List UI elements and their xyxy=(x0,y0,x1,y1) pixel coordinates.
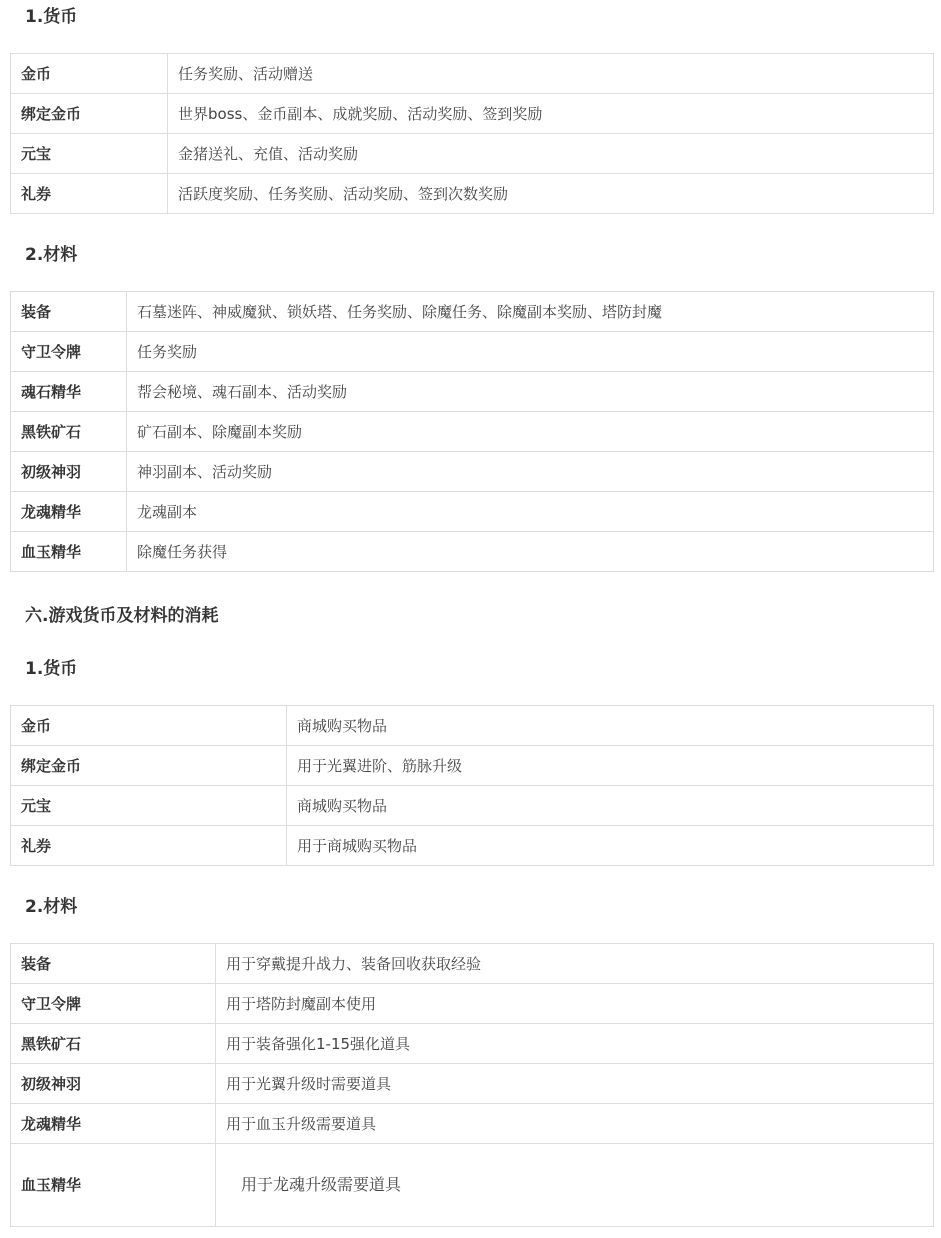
section-heading-consumption: 六.游戏货币及材料的消耗 xyxy=(25,606,219,626)
table-row xyxy=(11,452,934,492)
row-value: 金猪送礼、充值、活动奖励 xyxy=(168,134,934,174)
row-name: 龙魂精华 xyxy=(11,492,127,532)
row-value: 任务奖励 xyxy=(127,332,934,372)
row-value: 用于血玉升级需要道具 xyxy=(216,1104,934,1144)
row-value: 用于穿戴提升战力、装备回收获取经验 xyxy=(216,944,934,984)
row-name: 血玉精华 xyxy=(11,1144,216,1227)
row-value: 用于塔防封魔副本使用 xyxy=(216,984,934,1024)
table-row xyxy=(11,492,934,532)
section-heading-currency: 1.货币 xyxy=(25,659,78,679)
row-value: 用于龙魂升级需要道具 xyxy=(216,1144,934,1227)
row-name: 初级神羽 xyxy=(11,452,127,492)
row-value: 任务奖励、活动赠送 xyxy=(168,54,934,94)
table-row xyxy=(11,292,934,332)
table-row xyxy=(11,746,934,786)
row-value: 用于装备强化1-15强化道具 xyxy=(216,1024,934,1064)
row-name: 守卫令牌 xyxy=(11,984,216,1024)
row-value: 神羽副本、活动奖励 xyxy=(127,452,934,492)
row-value: 商城购买物品 xyxy=(287,786,934,826)
row-value: 活跃度奖励、任务奖励、活动奖励、签到次数奖励 xyxy=(168,174,934,214)
row-name: 血玉精华 xyxy=(11,532,127,572)
row-value: 商城购买物品 xyxy=(287,706,934,746)
table-row xyxy=(11,1104,934,1144)
section-heading-currency: 1.货币 xyxy=(25,7,78,27)
table-row xyxy=(11,786,934,826)
row-name: 守卫令牌 xyxy=(11,332,127,372)
table-row xyxy=(11,134,934,174)
row-name: 绑定金币 xyxy=(11,746,287,786)
table-row xyxy=(11,412,934,452)
table-row xyxy=(11,826,934,866)
table-row xyxy=(11,54,934,94)
row-name: 礼券 xyxy=(11,174,168,214)
row-name: 装备 xyxy=(11,944,216,984)
row-name: 元宝 xyxy=(11,786,287,826)
section-heading-materials: 2.材料 xyxy=(25,897,78,917)
row-name: 龙魂精华 xyxy=(11,1104,216,1144)
row-value: 用于光翼升级时需要道具 xyxy=(216,1064,934,1104)
row-value: 世界boss、金币副本、成就奖励、活动奖励、签到奖励 xyxy=(168,94,934,134)
table-row xyxy=(11,984,934,1024)
table-row xyxy=(11,1064,934,1104)
material-source-table xyxy=(10,291,934,572)
row-value: 矿石副本、除魔副本奖励 xyxy=(127,412,934,452)
section-heading-materials: 2.材料 xyxy=(25,245,78,265)
row-name: 黑铁矿石 xyxy=(11,412,127,452)
table-row xyxy=(11,1024,934,1064)
table-row xyxy=(11,174,934,214)
row-name: 黑铁矿石 xyxy=(11,1024,216,1064)
row-name: 金币 xyxy=(11,706,287,746)
table-row xyxy=(11,944,934,984)
row-name: 初级神羽 xyxy=(11,1064,216,1104)
table-row xyxy=(11,1144,934,1227)
table-row xyxy=(11,94,934,134)
row-name: 装备 xyxy=(11,292,127,332)
row-value: 用于光翼进阶、筋脉升级 xyxy=(287,746,934,786)
currency-usage-table xyxy=(10,705,934,866)
row-value: 石墓迷阵、神威魔狱、锁妖塔、任务奖励、除魔任务、除魔副本奖励、塔防封魔 xyxy=(127,292,934,332)
table-row xyxy=(11,706,934,746)
row-name: 礼券 xyxy=(11,826,287,866)
row-value: 用于商城购买物品 xyxy=(287,826,934,866)
row-name: 绑定金币 xyxy=(11,94,168,134)
currency-source-table xyxy=(10,53,934,214)
row-value: 龙魂副本 xyxy=(127,492,934,532)
row-value: 帮会秘境、魂石副本、活动奖励 xyxy=(127,372,934,412)
table-row xyxy=(11,372,934,412)
row-name: 魂石精华 xyxy=(11,372,127,412)
material-usage-table xyxy=(10,943,934,1227)
table-row xyxy=(11,332,934,372)
row-name: 金币 xyxy=(11,54,168,94)
row-name: 元宝 xyxy=(11,134,168,174)
row-value: 除魔任务获得 xyxy=(127,532,934,572)
table-row xyxy=(11,532,934,572)
